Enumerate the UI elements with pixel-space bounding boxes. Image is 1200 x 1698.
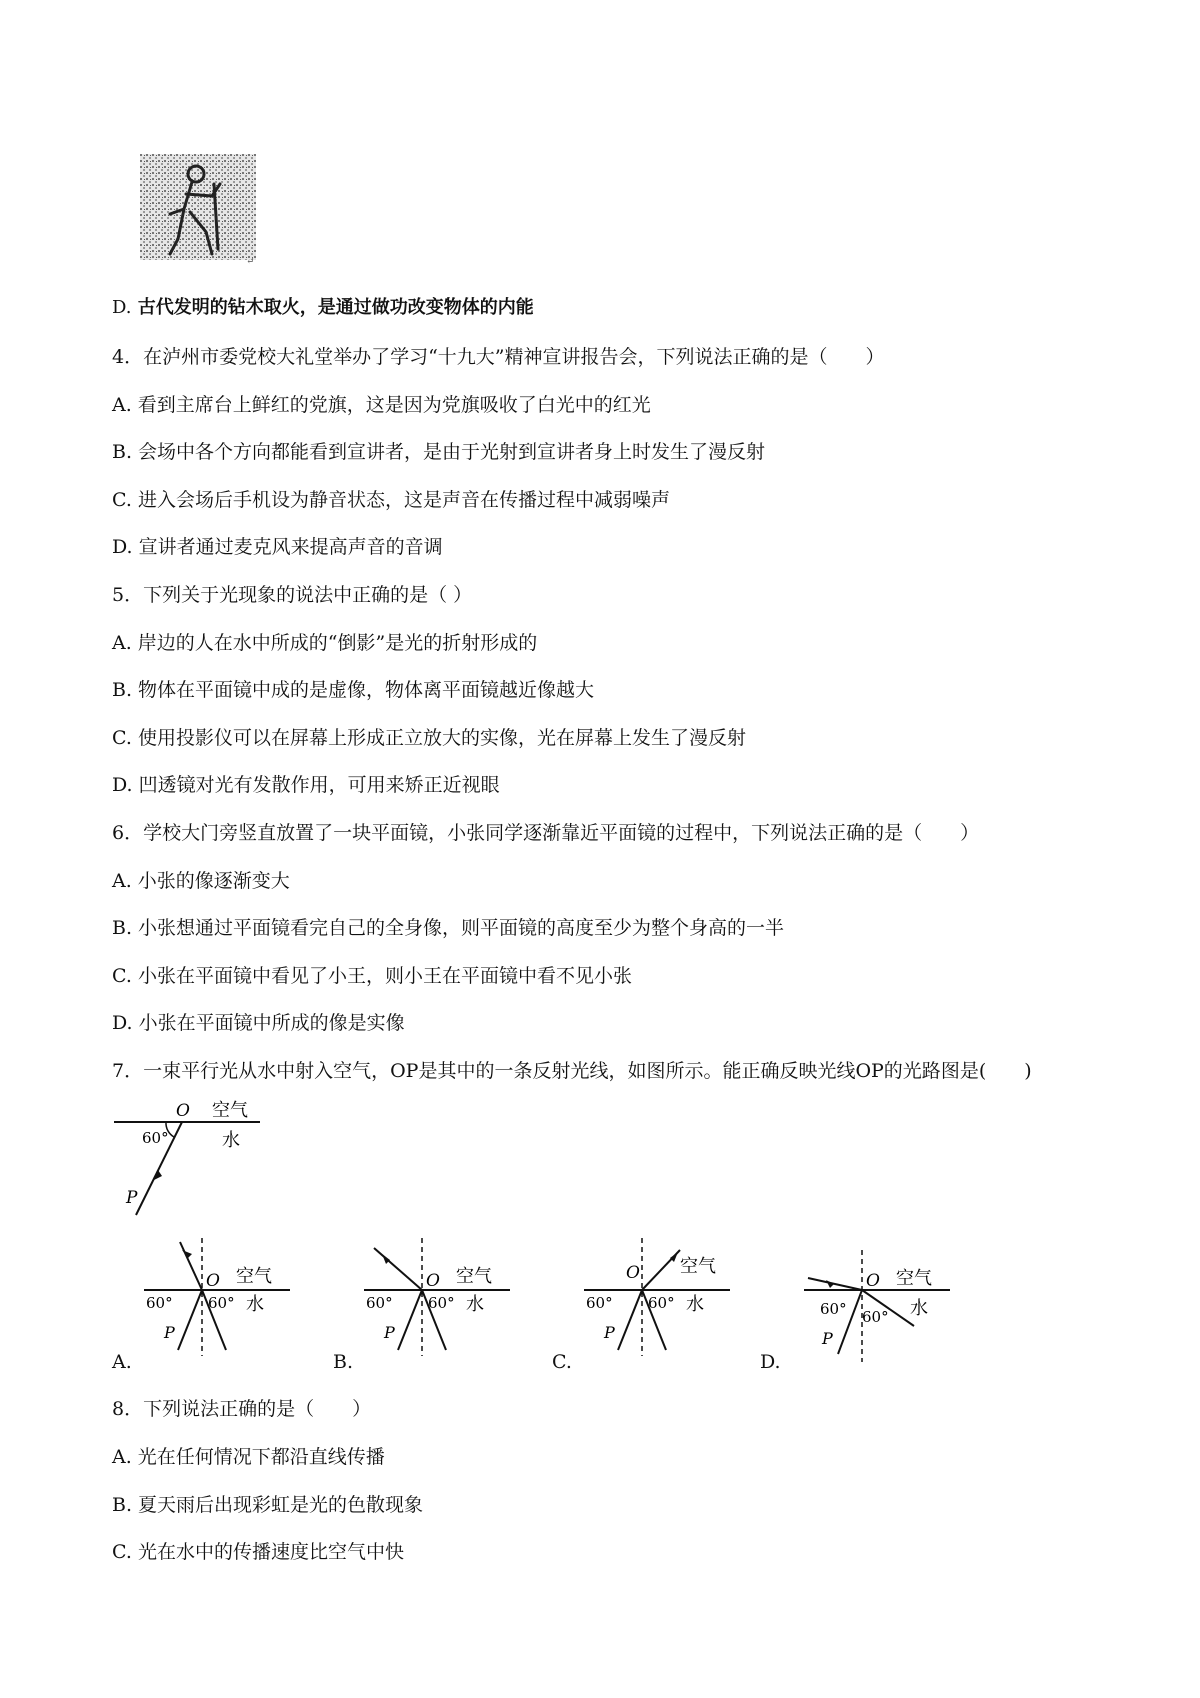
q6-option-c: C. 小张在平面镜中看见了小王，则小王在平面镜中看不见小张 bbox=[112, 965, 632, 987]
q4-option-a: A. 看到主席台上鲜红的党旗，这是因为党旗吸收了白光中的红光 bbox=[112, 394, 651, 416]
q7-option-c-label: C. bbox=[552, 1351, 572, 1373]
q7-option-c-figure bbox=[580, 1238, 740, 1358]
q4-option-b: B. 会场中各个方向都能看到宣讲者，是由于光射到宣讲者身上时发生了漫反射 bbox=[112, 441, 766, 463]
q5-stem: 5．下列关于光现象的说法中正确的是（ ） bbox=[112, 584, 473, 606]
q8-option-c: C. 光在水中的传播速度比空气中快 bbox=[112, 1541, 404, 1563]
svg-text:60°: 60° bbox=[428, 1294, 455, 1312]
svg-text:60°: 60° bbox=[820, 1300, 847, 1318]
label-water: 水 bbox=[222, 1130, 240, 1151]
svg-text:↵: ↵ bbox=[246, 256, 255, 266]
svg-text:水: 水 bbox=[910, 1298, 928, 1319]
label-angle: 60° bbox=[142, 1129, 169, 1147]
q5-option-a: A. 岸边的人在水中所成的“倒影”是光的折射形成的 bbox=[112, 632, 538, 654]
svg-text:60°: 60° bbox=[366, 1294, 393, 1312]
q6-option-d: D. 小张在平面镜中所成的像是实像 bbox=[112, 1012, 405, 1034]
svg-text:空气: 空气 bbox=[456, 1266, 492, 1287]
svg-text:O: O bbox=[866, 1271, 880, 1291]
q7-stem: 7．一束平行光从水中射入空气，OP是其中的一条反射光线，如图所示。能正确反映光线OP的光路图是( ) bbox=[112, 1060, 1032, 1082]
q4-option-c: C. 进入会场后手机设为静音状态，这是声音在传播过程中减弱噪声 bbox=[112, 489, 670, 511]
svg-text:水: 水 bbox=[466, 1294, 484, 1315]
svg-text:P: P bbox=[164, 1323, 175, 1342]
label-o: O bbox=[176, 1101, 190, 1121]
q7-main-figure bbox=[112, 1100, 272, 1220]
svg-text:P: P bbox=[822, 1329, 833, 1348]
arrow-icon bbox=[826, 1280, 834, 1288]
svg-text:60°: 60° bbox=[146, 1294, 173, 1312]
q7-option-a-label: A. bbox=[112, 1351, 132, 1373]
svg-text:空气: 空气 bbox=[236, 1266, 272, 1287]
q6-option-b: B. 小张想通过平面镜看完自己的全身像，则平面镜的高度至少为整个身高的一半 bbox=[112, 917, 785, 939]
svg-text:60°: 60° bbox=[648, 1294, 675, 1312]
svg-text:O: O bbox=[206, 1271, 220, 1291]
svg-text:水: 水 bbox=[686, 1294, 704, 1315]
q5-option-b: B. 物体在平面镜中成的是虚像，物体离平面镜越近像越大 bbox=[112, 679, 595, 701]
label-p: P bbox=[126, 1188, 138, 1208]
q7-option-b-figure bbox=[360, 1238, 520, 1358]
svg-text:空气: 空气 bbox=[680, 1256, 716, 1277]
q7-option-a-figure bbox=[140, 1238, 300, 1358]
q5-option-c: C. 使用投影仪可以在屏幕上形成正立放大的实像，光在屏幕上发生了漫反射 bbox=[112, 727, 746, 749]
q8-option-b: B. 夏天雨后出现彩虹是光的色散现象 bbox=[112, 1494, 424, 1516]
q8-option-a: A. 光在任何情况下都沿直线传播 bbox=[112, 1446, 385, 1468]
drill-fire-illustration bbox=[140, 154, 256, 266]
label-air: 空气 bbox=[212, 1100, 248, 1121]
q7-option-d-figure bbox=[800, 1250, 960, 1366]
q5-option-d: D. 凹透镜对光有发散作用，可用来矫正近视眼 bbox=[112, 774, 500, 796]
q6-stem: 6．学校大门旁竖直放置了一块平面镜，小张同学逐渐靠近平面镜的过程中，下列说法正确的是（ ） bbox=[112, 822, 980, 844]
svg-text:O: O bbox=[426, 1271, 440, 1291]
q6-option-a: A. 小张的像逐渐变大 bbox=[112, 870, 290, 892]
q8-stem: 8．下列说法正确的是（ ） bbox=[112, 1398, 372, 1420]
q7-option-d-label: D. bbox=[760, 1351, 781, 1373]
q7-option-b-label: B. bbox=[333, 1351, 354, 1373]
q3-option-d: D. 古代发明的钻木取火，是通过做功改变物体的内能 bbox=[112, 297, 534, 318]
svg-text:P: P bbox=[604, 1323, 615, 1342]
svg-text:60°: 60° bbox=[862, 1308, 889, 1326]
svg-text:空气: 空气 bbox=[896, 1268, 932, 1289]
svg-text:60°: 60° bbox=[586, 1294, 613, 1312]
svg-text:O: O bbox=[626, 1263, 640, 1283]
svg-text:P: P bbox=[384, 1323, 395, 1342]
q4-stem: 4．在泸州市委党校大礼堂举办了学习“十九大”精神宣讲报告会，下列说法正确的是（ ） bbox=[112, 346, 885, 368]
svg-text:60°: 60° bbox=[208, 1294, 235, 1312]
q4-option-d: D. 宣讲者通过麦克风来提高声音的音调 bbox=[112, 536, 443, 558]
arrow-icon bbox=[382, 1254, 390, 1264]
svg-text:水: 水 bbox=[246, 1294, 264, 1315]
